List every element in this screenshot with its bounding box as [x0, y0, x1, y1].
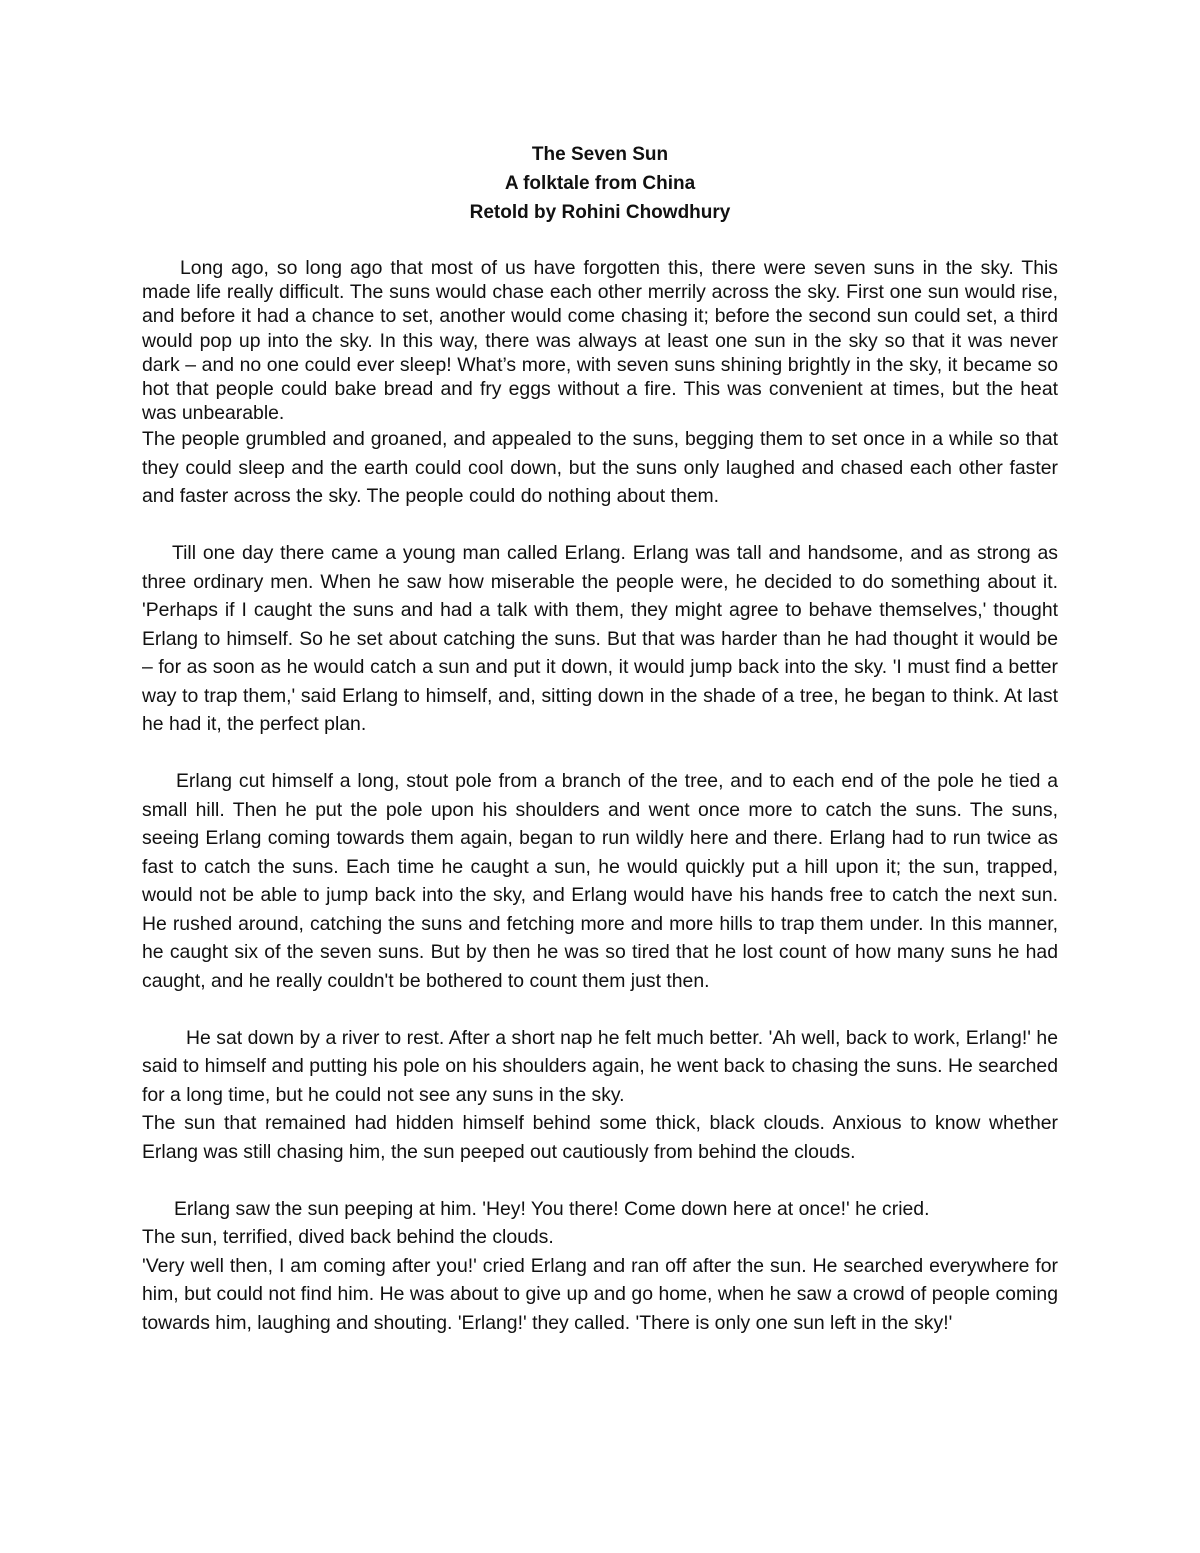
- paragraph-7: Erlang saw the sun peeping at him. 'Hey! You there! Come down here at once!' he cried.: [174, 1197, 930, 1220]
- paragraph-gap: [142, 739, 1058, 768]
- paragraph-6: The sun that remained had hidden himself behind some thick, black clouds. Anxious to know whether Erlang was still chasing him, the sun peeped out cautiously from behind the clouds.: [142, 1112, 1058, 1163]
- paragraph-5: He sat down by a river to rest. After a short nap he felt much better. 'Ah well, back to work, Erlang!' he said to himself and putting his pole on his shoulders again, he went back to chasing the suns. He searched for a long time, but he could not see any suns in the sky.: [142, 1026, 1058, 1106]
- title-block: [142, 140, 1058, 227]
- document-subtitle: A folktale from China: [504, 173, 696, 194]
- paragraph-gap: [142, 511, 1058, 540]
- paragraph-3: Till one day there came a young man called Erlang. Erlang was tall and handsome, and as strong as three ordinary men. When he saw how miserable the people were, he decided to do something about it. 'Perhaps if I caught the suns and had a talk with them, they might agree to behave themselves,' thought Erlang to himself. So he set about catching the suns. But that was harder than he had thought it would be – for as soon as he would catch a sun and put it down, it would jump back into the sky. 'I must find a better way to trap them,' said Erlang to himself, and, sitting down in the shade of a tree, he began to think. At last he had it, the perfect plan.: [142, 542, 1058, 736]
- paragraph-9: 'Very well then, I am coming after you!' cried Erlang and ran off after the sun. He searched everywhere for him, but could not find him. He was about to give up and go home, when he saw a crowd of people coming towards him, laughing and shouting. 'Erlang!' they called. 'There is only one sun left in the sky!': [142, 1254, 1058, 1334]
- document-page: [142, 140, 1058, 1337]
- paragraph-gap: [142, 1166, 1058, 1195]
- paragraph-4: Erlang cut himself a long, stout pole from a branch of the tree, and to each end of the pole he tied a small hill. Then he put the pole upon his shoulders and went once more to catch the suns. The suns, seeing Erlang coming towards them again, began to run wildly here and there. Erlang had to run twice as fast to catch the suns. Each time he caught a sun, he would quickly put a hill upon it; the sun, trapped, would not be able to jump back into the sky, and Erlang would have his hands free to catch the next sun. He rushed around, catching the suns and fetching more and more hills to trap them under. In this manner, he caught six of the seven suns. But by then he was so tired that he lost count of how many suns he had caught, and he really couldn't be bothered to count them just then.: [142, 770, 1058, 992]
- paragraph-8: The sun, terrified, dived back behind the clouds.: [142, 1226, 554, 1249]
- document-author-line: Retold by Rohini Chowdhury: [469, 202, 731, 223]
- paragraph-1: Long ago, so long ago that most of us have forgotten this, there were seven suns in the sky. This made life really difficult. The suns would chase each other merrily across the sky. First one sun would rise, and before it had a chance to set, another would come chasing it; before the second sun could set, a third would pop up into the sky. In this way, there was always at least one sun in the sky so that it was never dark – and no one could ever sleep! What’s more, with seven suns shining brightly in the sky, it became so hot that people could bake bread and fry eggs without a fire. This was convenient at times, but the heat was unbearable.: [142, 257, 1058, 425]
- paragraph-2: The people grumbled and groaned, and appealed to the suns, begging them to set once in a while so that they could sleep and the earth could cool down, but the suns only laughed and chased each other faster and faster across the sky. The people could do nothing about them.: [142, 428, 1058, 508]
- paragraph-gap: [142, 995, 1058, 1024]
- document-title: The Seven Sun: [531, 144, 669, 165]
